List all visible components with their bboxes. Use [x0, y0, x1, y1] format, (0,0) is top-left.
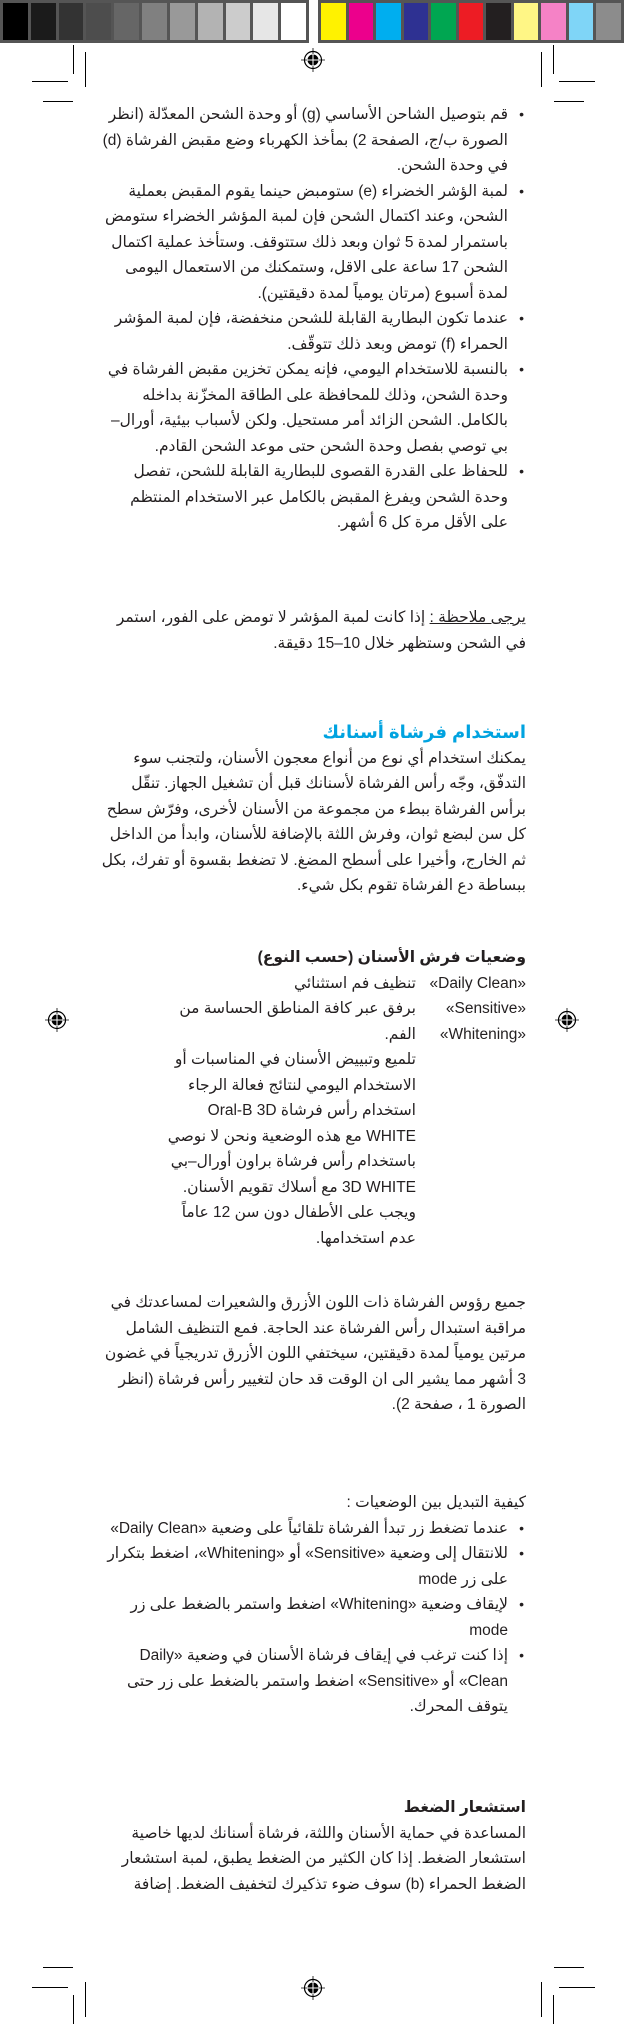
crop-mark — [541, 1982, 542, 2017]
color-swatch — [514, 3, 539, 40]
list-item: • عندما تضغط زر تبدأ الفرشاة تلقائياً على وضعية «Daily Clean» — [100, 1516, 526, 1542]
color-swatch — [596, 3, 621, 40]
charging-note — [100, 605, 526, 656]
color-swatch — [349, 3, 374, 40]
crop-mark — [32, 1987, 68, 1988]
pressure-section — [100, 1795, 526, 1897]
color-swatch — [3, 3, 28, 40]
process-color-bar — [318, 0, 624, 43]
crop-mark — [559, 81, 595, 82]
color-swatch — [321, 3, 346, 40]
registration-mark-icon — [45, 1008, 69, 1032]
note-label: يرجى ملاحظة : — [429, 609, 526, 626]
using-paragraph: يمكنك استخدام أي نوع من أنواع معجون الأسنان، ولتجنب سوء التدفّق، وجّه رأس الفرشاة لأسنانك قبل أن تشغيل الجهاز. تنقّل برأس الفرشاة ببطء من مجموعة من الأسنان لأخرى، وفرّش سطح كل سن لبضع ثوان، وفرش اللثة بالإضافة للأسنان، وابدأ من الداخل ثم الخارج، وأخيرا على أسطح المضغ. لا تضغط بقسوة أو تفرك، بكل ببساطة دع الفرشاة تقوم بكل شيء. — [101, 749, 526, 894]
color-swatch — [253, 3, 278, 40]
crop-mark — [73, 45, 74, 74]
charging-section — [100, 102, 526, 536]
mode-description: تلميع وتبييض الأسنان في المناسبات أو الاستخدام اليومي لنتائج فعالة الرجاء استخدام رأس فرشاة Oral-B 3D WHITE مع هذه الوضعية ونحن لا نوصي باستخدام رأس فرشاة براون أورال–بي 3D WHITE مع أسلاك تقويم الأسنان. ويجب على الأطفال دون سن 12 عاماً عدم استخدامها. — [167, 1051, 416, 1247]
color-swatch — [541, 3, 566, 40]
list-item: • قم بتوصيل الشاحن الأساسي (g) أو وحدة الشحن المعدّلة (انظر الصورة ب/ج، الصفحة 2) بمأخذ الكهرباء وضع مقبض الفرشاة (d) في وحدة الشحن. — [100, 102, 526, 179]
registration-mark-icon — [301, 48, 325, 72]
crop-mark — [553, 1995, 554, 2024]
crop-mark — [541, 52, 542, 87]
color-swatch — [281, 3, 306, 40]
section-title: استخدام فرشاة أسنانك — [322, 722, 526, 742]
note-text: إذا كانت لمبة المؤشر لا تومض على الفور، استمر في الشحن وستظهر خلال 10–15 دقيقة. — [116, 609, 526, 652]
switching-heading: كيفية التبديل بين الوضعيات : — [346, 1494, 526, 1511]
list-item: • بالنسبة للاستخدام اليومي، فإنه يمكن تخزين مقبض الفرشاة في وحدة الشحن، وذلك للمحافظة على الطاقة المخزّنة بداخله بالكامل. الشحن الزائد أمر مستحيل. ولكن لأسباب بيئية، أورال–بي توصي بفصل وحدة الشحن حتى موعد الشحن القادم. — [100, 357, 526, 459]
mode-name: «Daily Clean» — [429, 974, 526, 992]
list-item: • للحفاظ على القدرة القصوى للبطارية القابلة للشحن، تفصل وحدة الشحن ويفرغ المقبض بالكامل عبر الاستخدام المنتظم على الأقل مرة كل 6 أشهر. — [100, 459, 526, 536]
mode-descriptions-column — [100, 971, 416, 1252]
color-swatch — [569, 3, 594, 40]
crop-mark — [559, 1987, 595, 1988]
color-swatch — [114, 3, 139, 40]
pressure-heading: استشعار الضغط — [403, 1799, 526, 1816]
crop-mark — [85, 52, 86, 87]
crop-mark — [553, 45, 554, 74]
mode-name: «Whitening» — [439, 1025, 526, 1043]
mode-names-column — [416, 971, 526, 1252]
mode-description: تنظيف فم استثنائي — [293, 974, 416, 992]
crop-mark — [43, 101, 73, 102]
color-swatch — [142, 3, 167, 40]
registration-mark-icon — [301, 1976, 325, 2000]
color-swatch — [59, 3, 84, 40]
registration-mark-icon — [555, 1008, 579, 1032]
modes-heading: وضعيات فرش الأسنان (حسب النوع) — [257, 949, 526, 966]
mode-description: برفق عبر كافة المناطق الحساسة من الفم. — [179, 1000, 416, 1043]
color-swatch — [486, 3, 511, 40]
color-swatch — [226, 3, 251, 40]
color-swatch — [459, 3, 484, 40]
charging-bullets — [100, 102, 526, 536]
crop-mark — [554, 1967, 584, 1968]
crop-mark — [43, 1967, 73, 1968]
switching-section — [100, 1490, 526, 1720]
grayscale-color-bar — [0, 0, 309, 43]
crop-mark — [85, 1982, 86, 2017]
list-item: • لمبة الؤشر الخضراء (e) ستومبض حينما يقوم المقبض بعملية الشحن، وعند اكتمال الشحن فإن لمبة المؤشر الخضراء ستومض باستمرار لمدة 5 ثوان وبعد ذلك ستتوقف. وستأخذ عملية اكتمال الشحن 17 ساعة على الاقل، وستمكنك من الاستعمال اليومى لمدة أسبوع (مرتان يومياً لمدة دقيقتين). — [100, 179, 526, 307]
switching-bullets — [100, 1516, 526, 1720]
crop-mark — [32, 81, 68, 82]
color-swatch — [31, 3, 56, 40]
list-item: • للانتقال إلى وضعية «Sensitive» أو «Whitening»، اضغط بتكرار على زر mode — [100, 1541, 526, 1592]
modes-section — [100, 945, 526, 1251]
color-swatch — [404, 3, 429, 40]
list-item: • إذا كنت ترغب في إيقاف فرشاة الأسنان في وضعية «Daily Clean» أو «Sensitive» اضغط واستمر بالضغط على زر حتى يتوقف المحرك. — [100, 1643, 526, 1720]
crop-mark — [554, 101, 584, 102]
indicator-section — [100, 1290, 526, 1418]
pressure-paragraph: المساعدة في حماية الأسنان واللثة، فرشاة أسنانك لديها خاصية استشعار الضغط. إذا كان الكثير من الضغط يطبق، لمبة استشعار الضغط الحمراء (b) سوف ضوء تذكيرك لتخفيف الضغط. إضافة — [121, 1824, 526, 1893]
color-swatch — [170, 3, 195, 40]
indicator-paragraph: جميع رؤوس الفرشاة ذات اللون الأزرق والشعيرات لمساعدتك في مراقبة استبدال رأس الفرشاة عند الحاجة. فمع التنظيف الشامل مرتين يومياً لمدة دقيقتين، سيختفي اللون الأزرق تدريجياً في غضون 3 أشهر مما يشير الى ان الوقت قد حان لتغيير رأس فرشاة (انظر الصورة 1 ، صفحة 2). — [104, 1294, 526, 1413]
using-section — [100, 720, 526, 899]
crop-mark — [73, 1995, 74, 2024]
list-item: • عندما تكون البطارية القابلة للشحن منخفضة، فإن لمبة المؤشر الحمراء (f) تومض وبعد ذلك تتوقّف. — [100, 306, 526, 357]
color-swatch — [86, 3, 111, 40]
color-swatch — [431, 3, 456, 40]
color-swatch — [376, 3, 401, 40]
mode-name: «Sensitive» — [445, 1000, 526, 1017]
color-swatch — [198, 3, 223, 40]
list-item: • لإيقاف وضعية «Whitening» اضغط واستمر بالضغط على زر mode — [100, 1592, 526, 1643]
